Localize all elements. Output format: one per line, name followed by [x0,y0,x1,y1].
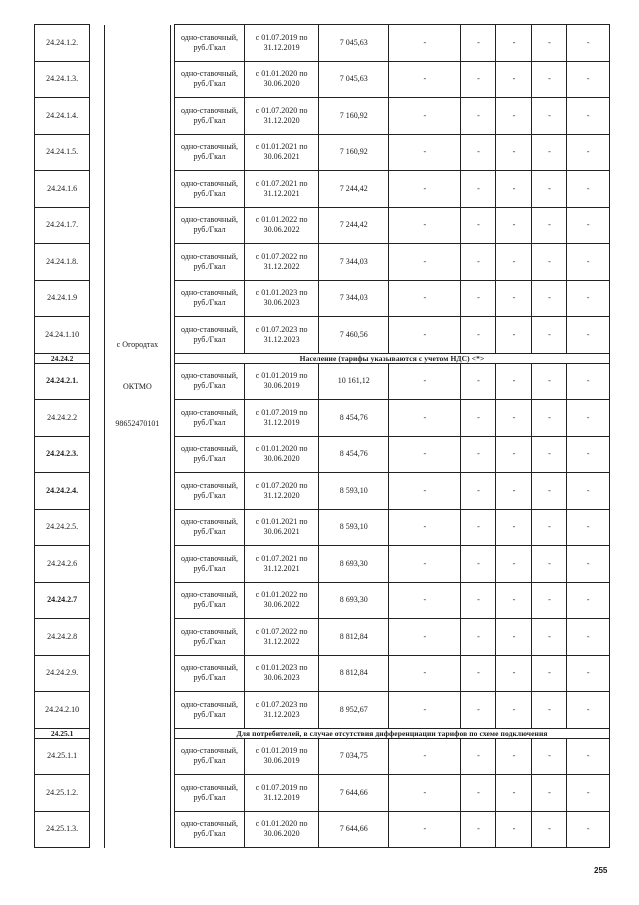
empty-value: - [567,692,610,729]
spacer-cell [90,473,105,510]
rate-type: одно-ставочный, руб./Гкал [175,134,245,171]
empty-value: - [461,400,496,437]
empty-value: - [567,280,610,317]
row-code: 24.24.2.2 [35,400,90,437]
rate-type: одно-ставочный, руб./Гкал [175,436,245,473]
empty-value: - [567,738,610,775]
table-row [35,775,610,812]
spacer-cell [90,546,105,583]
row-code: 24.24.1.10 [35,317,90,354]
validity-period: с 01.07.2022 по 31.12.2022 [245,619,319,656]
spacer-cell [90,244,105,281]
empty-value: - [389,436,461,473]
empty-value: - [567,317,610,354]
empty-value: - [496,98,532,135]
empty-value: - [461,582,496,619]
table-row [35,244,610,281]
table-row [35,98,610,135]
table-row [35,400,610,437]
table-row [35,61,610,98]
empty-value: - [532,317,567,354]
side-cell [105,436,171,473]
empty-value: - [461,98,496,135]
rate-type: одно-ставочный, руб./Гкал [175,692,245,729]
side-cell [105,353,171,363]
empty-value: - [532,619,567,656]
tariff-value: 8 693,30 [319,582,389,619]
table-row [35,811,610,848]
row-code: 24.24.2.3. [35,436,90,473]
empty-value: - [532,363,567,400]
rate-type: одно-ставочный, руб./Гкал [175,811,245,848]
empty-value: - [532,134,567,171]
table-row [35,582,610,619]
empty-value: - [532,582,567,619]
empty-value: - [532,811,567,848]
row-code: 24.24.1.5. [35,134,90,171]
rate-type: одно-ставочный, руб./Гкал [175,244,245,281]
rate-type: одно-ставочный, руб./Гкал [175,171,245,208]
spacer-cell [90,207,105,244]
validity-period: с 01.07.2019 по 31.12.2019 [245,400,319,437]
validity-period: с 01.01.2020 по 30.06.2020 [245,436,319,473]
empty-value: - [461,171,496,208]
spacer-cell [90,134,105,171]
row-code: 24.25.1.1 [35,738,90,775]
tariff-value: 8 812,84 [319,655,389,692]
tariff-value: 7 244,42 [319,171,389,208]
empty-value: - [389,171,461,208]
empty-value: - [389,280,461,317]
empty-value: - [389,546,461,583]
side-cell [105,546,171,583]
row-code: 24.24.2.4. [35,473,90,510]
validity-period: с 01.01.2023 по 30.06.2023 [245,280,319,317]
empty-value: - [389,811,461,848]
empty-value: - [389,61,461,98]
table-row [35,25,610,62]
validity-period: с 01.01.2022 по 30.06.2022 [245,582,319,619]
empty-value: - [532,509,567,546]
spacer-cell [90,738,105,775]
tariff-value: 8 593,10 [319,509,389,546]
row-code: 24.24.1.7. [35,207,90,244]
empty-value: - [496,280,532,317]
oktmo-code: 98652470101 [115,418,160,428]
empty-value: - [389,738,461,775]
spacer-cell [90,353,105,363]
empty-value: - [532,280,567,317]
empty-value: - [532,473,567,510]
side-cell [105,728,171,738]
empty-value: - [389,692,461,729]
row-code: 24.24.1.4. [35,98,90,135]
side-cell [105,134,171,171]
tariff-table [34,24,610,848]
row-code: 24.24.2.8 [35,619,90,656]
side-cell [105,171,171,208]
empty-value: - [567,134,610,171]
validity-period: с 01.07.2021 по 31.12.2021 [245,546,319,583]
spacer-cell [90,25,105,62]
tariff-value: 7 244,42 [319,207,389,244]
table-row [35,738,610,775]
tariff-value: 8 812,84 [319,619,389,656]
empty-value: - [461,655,496,692]
spacer-cell [90,619,105,656]
empty-value: - [567,811,610,848]
row-code: 24.24.1.8. [35,244,90,281]
tariff-value: 8 454,76 [319,400,389,437]
side-cell [105,280,171,317]
empty-value: - [389,244,461,281]
empty-value: - [389,509,461,546]
side-cell [105,811,171,848]
side-cell [105,98,171,135]
side-cell [105,738,171,775]
empty-value: - [532,775,567,812]
side-cell [105,244,171,281]
spacer-cell [90,61,105,98]
empty-value: - [567,473,610,510]
spacer-cell [90,363,105,400]
empty-value: - [532,25,567,62]
validity-period: с 01.01.2023 по 30.06.2023 [245,655,319,692]
side-cell [105,655,171,692]
validity-period: с 01.07.2023 по 31.12.2023 [245,317,319,354]
empty-value: - [532,207,567,244]
empty-value: - [461,473,496,510]
validity-period: с 01.01.2020 по 30.06.2020 [245,61,319,98]
empty-value: - [461,363,496,400]
empty-value: - [532,692,567,729]
tariff-value: 7 160,92 [319,98,389,135]
place-label: с Огородтах [116,339,159,349]
empty-value: - [389,619,461,656]
section-code: 24.24.2 [35,353,90,363]
rate-type: одно-ставочный, руб./Гкал [175,738,245,775]
empty-value: - [567,509,610,546]
empty-value: - [567,363,610,400]
row-code: 24.25.1.2. [35,775,90,812]
empty-value: - [461,811,496,848]
rate-type: одно-ставочный, руб./Гкал [175,582,245,619]
row-code: 24.24.2.1. [35,363,90,400]
tariff-value: 8 593,10 [319,473,389,510]
rate-type: одно-ставочный, руб./Гкал [175,546,245,583]
validity-period: с 01.07.2020 по 31.12.2020 [245,473,319,510]
table-row [35,655,610,692]
empty-value: - [567,775,610,812]
empty-value: - [532,98,567,135]
side-cell [105,25,171,62]
empty-value: - [496,207,532,244]
validity-period: с 01.01.2021 по 30.06.2021 [245,509,319,546]
empty-value: - [496,61,532,98]
spacer-cell [90,98,105,135]
spacer-cell [90,280,105,317]
empty-value: - [389,98,461,135]
section-header-row [35,728,610,738]
validity-period: с 01.01.2019 по 30.06.2019 [245,738,319,775]
empty-value: - [496,134,532,171]
empty-value: - [567,61,610,98]
spacer-cell [90,171,105,208]
spacer-cell [90,775,105,812]
tariff-value: 7 034,75 [319,738,389,775]
table-row [35,171,610,208]
empty-value: - [496,509,532,546]
tariff-value: 10 161,12 [319,363,389,400]
row-code: 24.24.2.7 [35,582,90,619]
empty-value: - [567,619,610,656]
table-row [35,134,610,171]
rate-type: одно-ставочный, руб./Гкал [175,207,245,244]
rate-type: одно-ставочный, руб./Гкал [175,619,245,656]
empty-value: - [461,738,496,775]
table-row [35,207,610,244]
empty-value: - [496,400,532,437]
empty-value: - [532,546,567,583]
empty-value: - [496,436,532,473]
empty-value: - [461,509,496,546]
rate-type: одно-ставочный, руб./Гкал [175,473,245,510]
row-code: 24.24.2.6 [35,546,90,583]
side-cell [105,619,171,656]
empty-value: - [461,692,496,729]
empty-value: - [461,207,496,244]
table-row [35,363,610,400]
section-title: Для потребителей, в случае отсутствия дифференциации тарифов по схеме подключения [175,728,610,738]
empty-value: - [389,25,461,62]
table-row [35,619,610,656]
table-row [35,509,610,546]
empty-value: - [567,244,610,281]
table-row [35,692,610,729]
row-code: 24.24.2.5. [35,509,90,546]
oktmo-label: ОКТМО [122,382,152,392]
validity-period: с 01.07.2021 по 31.12.2021 [245,171,319,208]
tariff-value: 8 952,67 [319,692,389,729]
tariff-value: 7 160,92 [319,134,389,171]
validity-period: с 01.07.2019 по 31.12.2019 [245,775,319,812]
empty-value: - [567,436,610,473]
page-number: 255 [594,866,608,875]
validity-period: с 01.01.2019 по 30.06.2019 [245,363,319,400]
tariff-value: 7 460,56 [319,317,389,354]
empty-value: - [496,317,532,354]
side-cell [105,317,171,354]
empty-value: - [532,436,567,473]
empty-value: - [567,25,610,62]
side-cell [105,473,171,510]
rate-type: одно-ставочный, руб./Гкал [175,655,245,692]
empty-value: - [496,473,532,510]
validity-period: с 01.01.2020 по 30.06.2020 [245,811,319,848]
table-row [35,317,610,354]
side-cell [105,207,171,244]
empty-value: - [567,582,610,619]
empty-value: - [532,655,567,692]
tariff-value: 8 693,30 [319,546,389,583]
row-code: 24.25.1.3. [35,811,90,848]
row-code: 24.24.2.9. [35,655,90,692]
tariff-value: 7 045,63 [319,25,389,62]
side-cell [105,509,171,546]
validity-period: с 01.01.2022 по 30.06.2022 [245,207,319,244]
spacer-cell [90,692,105,729]
side-cell [105,692,171,729]
empty-value: - [461,25,496,62]
empty-value: - [496,655,532,692]
empty-value: - [567,98,610,135]
side-cell [105,400,171,437]
rate-type: одно-ставочный, руб./Гкал [175,25,245,62]
side-cell [105,582,171,619]
rate-type: одно-ставочный, руб./Гкал [175,61,245,98]
rate-type: одно-ставочный, руб./Гкал [175,400,245,437]
empty-value: - [496,692,532,729]
empty-value: - [389,655,461,692]
empty-value: - [496,244,532,281]
rate-type: одно-ставочный, руб./Гкал [175,317,245,354]
empty-value: - [461,134,496,171]
rate-type: одно-ставочный, руб./Гкал [175,280,245,317]
empty-value: - [461,317,496,354]
spacer-cell [90,582,105,619]
validity-period: с 01.07.2022 по 31.12.2022 [245,244,319,281]
rate-type: одно-ставочный, руб./Гкал [175,775,245,812]
table-row [35,473,610,510]
empty-value: - [496,25,532,62]
empty-value: - [496,619,532,656]
row-code: 24.24.2.10 [35,692,90,729]
empty-value: - [496,546,532,583]
side-cell [105,61,171,98]
empty-value: - [532,171,567,208]
empty-value: - [532,738,567,775]
empty-value: - [389,317,461,354]
tariff-value: 7 344,03 [319,244,389,281]
tariff-value: 7 344,03 [319,280,389,317]
row-code: 24.24.1.9 [35,280,90,317]
empty-value: - [567,207,610,244]
spacer-cell [90,400,105,437]
empty-value: - [496,171,532,208]
empty-value: - [389,363,461,400]
empty-value: - [532,244,567,281]
spacer-cell [90,436,105,473]
empty-value: - [461,619,496,656]
empty-value: - [567,171,610,208]
rate-type: одно-ставочный, руб./Гкал [175,509,245,546]
section-header-row [35,353,610,363]
table-row [35,546,610,583]
row-code: 24.24.1.6 [35,171,90,208]
rate-type: одно-ставочный, руб./Гкал [175,363,245,400]
validity-period: с 01.07.2020 по 31.12.2020 [245,98,319,135]
tariff-value: 7 644,66 [319,811,389,848]
spacer-cell [90,509,105,546]
empty-value: - [389,473,461,510]
empty-value: - [389,582,461,619]
empty-value: - [532,400,567,437]
empty-value: - [389,400,461,437]
row-code: 24.24.1.2. [35,25,90,62]
section-title: Население (тарифы указываются с учетом НДС) <*> [175,353,610,363]
empty-value: - [496,363,532,400]
empty-value: - [496,738,532,775]
empty-value: - [496,582,532,619]
tariff-value: 7 045,63 [319,61,389,98]
spacer-cell [90,811,105,848]
empty-value: - [389,207,461,244]
rate-type: одно-ставочный, руб./Гкал [175,98,245,135]
empty-value: - [567,400,610,437]
empty-value: - [496,775,532,812]
empty-value: - [461,244,496,281]
validity-period: с 01.07.2019 по 31.12.2019 [245,25,319,62]
empty-value: - [567,546,610,583]
empty-value: - [461,280,496,317]
row-code: 24.24.1.3. [35,61,90,98]
side-cell [105,363,171,400]
tariff-value: 7 644,66 [319,775,389,812]
empty-value: - [389,775,461,812]
empty-value: - [567,655,610,692]
empty-value: - [461,775,496,812]
table-row [35,436,610,473]
validity-period: с 01.01.2021 по 30.06.2021 [245,134,319,171]
table-row [35,280,610,317]
tariff-table-body [35,25,610,848]
empty-value: - [389,134,461,171]
section-code: 24.25.1 [35,728,90,738]
validity-period: с 01.07.2023 по 31.12.2023 [245,692,319,729]
empty-value: - [532,61,567,98]
empty-value: - [461,436,496,473]
spacer-cell [90,728,105,738]
side-cell [105,775,171,812]
tariff-value: 8 454,76 [319,436,389,473]
spacer-cell [90,655,105,692]
empty-value: - [461,546,496,583]
empty-value: - [496,811,532,848]
empty-value: - [461,61,496,98]
spacer-cell [90,317,105,354]
